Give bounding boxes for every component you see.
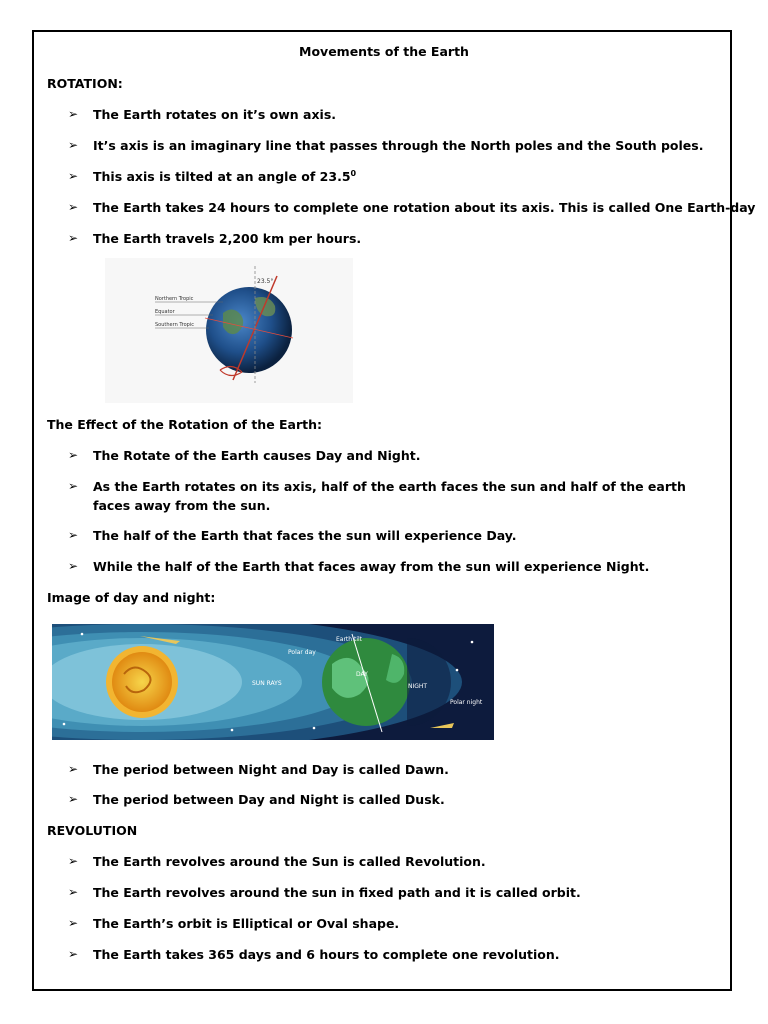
revolution-heading: REVOLUTION — [47, 823, 138, 838]
earth-tilt-label: Earth tilt — [336, 636, 363, 643]
bullet-icon: ➢ — [68, 947, 79, 961]
list-item: The Earth takes 24 hours to complete one rotation about its axis. This is called One Earth-day — [93, 200, 756, 215]
list-item: The period between Day and Night is called Dusk. — [93, 792, 445, 807]
list-item: The Earth revolves around the sun in fixed path and it is called orbit. — [93, 885, 581, 900]
list-item: The Earth revolves around the Sun is called Revolution. — [93, 854, 486, 869]
bullet-icon: ➢ — [68, 448, 79, 462]
list-item: The period between Night and Day is called Dawn. — [93, 762, 449, 777]
bullet-icon: ➢ — [68, 762, 79, 776]
list-item: This axis is tilted at an angle of 23.5$^0$ — [93, 169, 357, 185]
tilt-angle-label: 23.5° — [257, 278, 274, 285]
bullet-icon: ➢ — [68, 200, 79, 214]
bullet-icon: ➢ — [68, 231, 79, 245]
rotation-heading: ROTATION: — [47, 76, 123, 91]
effect-heading: The Effect of the Rotation of the Earth: — [47, 417, 323, 432]
list-item: The Rotate of the Earth causes Day and Night. — [93, 448, 421, 463]
night-label: NIGHT — [408, 683, 428, 690]
day-label: DAY — [356, 671, 368, 678]
bullet-icon: ➢ — [68, 528, 79, 542]
bullet-icon: ➢ — [68, 559, 79, 573]
page-title: Movements of the Earth — [299, 44, 469, 59]
sun-icon — [112, 652, 172, 712]
star-icon — [81, 633, 84, 636]
list-item: It’s axis is an imaginary line that passes through the North poles and the South poles. — [93, 138, 704, 153]
list-item: While the half of the Earth that faces away from the sun will experience Night. — [93, 559, 650, 574]
day-night-heading: Image of day and night: — [47, 590, 216, 605]
sun-rays-label: SUN RAYS — [252, 680, 282, 687]
list-item: As the Earth rotates on its axis, half of the earth faces the sun and half of the earth faces away from the sun. — [93, 479, 686, 513]
southern-tropic-label: Southern Tropic — [155, 322, 194, 328]
bullet-icon: ➢ — [68, 916, 79, 930]
list-item: The half of the Earth that faces the sun will experience Day. — [93, 528, 517, 543]
bullet-icon: ➢ — [68, 169, 79, 183]
star-icon — [63, 723, 66, 726]
bullet-icon: ➢ — [68, 107, 79, 121]
list-item: The Earth travels 2,200 km per hours. — [93, 231, 362, 246]
northern-tropic-label: Northern Tropic — [155, 296, 194, 302]
day-night-diagram — [52, 624, 494, 740]
star-icon — [231, 729, 234, 732]
list-item: The Earth takes 365 days and 6 hours to complete one revolution. — [93, 947, 560, 962]
bullet-icon: ➢ — [68, 854, 79, 868]
list-item: The Earth rotates on it’s own axis. — [93, 107, 337, 122]
star-icon — [456, 669, 459, 672]
star-icon — [313, 727, 316, 730]
polar-night-label: Polar night — [450, 699, 483, 706]
bullet-icon: ➢ — [68, 885, 79, 899]
earth-globe — [206, 287, 292, 373]
star-icon — [471, 641, 474, 644]
list-item: The Earth’s orbit is Elliptical or Oval shape. — [93, 916, 400, 931]
bullet-icon: ➢ — [68, 479, 79, 493]
equator-label: Equator — [155, 309, 175, 315]
earth-rotation-diagram — [105, 258, 353, 403]
bullet-icon: ➢ — [68, 138, 79, 152]
bullet-icon: ➢ — [68, 792, 79, 806]
polar-day-label: Polar day — [288, 649, 316, 656]
